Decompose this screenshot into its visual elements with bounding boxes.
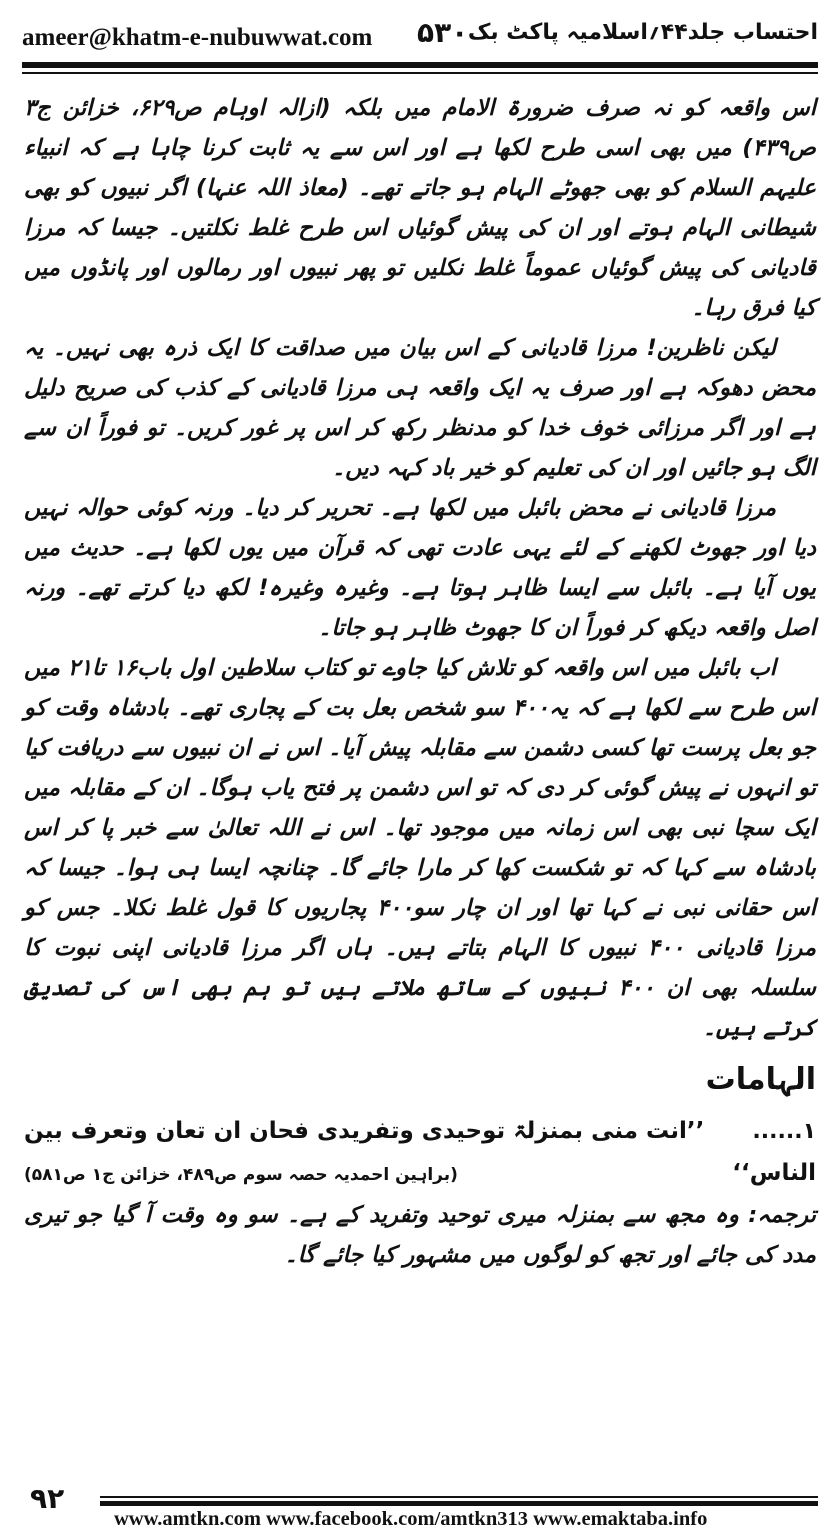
footer-links[interactable]: www.amtkn.com www.facebook.com/amtkn313 www.emaktaba.info	[114, 1508, 708, 1530]
section-heading: الہامات	[705, 1062, 816, 1097]
paragraph-2: لیکن ناظرین! مرزا قادیانی کے اس بیان میں صداقت کا ایک ذرہ بھی نہیں۔ یہ محض دھوکہ ہے اور صرف یہ ایک واقعہ ہی مرزا قادیانی کے کذب کی صریح دلیل ہے اور اگر مرزائی خوف خدا کو مدنظر رکھ کر اس پر غور کریں۔ تو فوراً ان سے الگ ہو جائیں اور ان کی تعلیم کو خیر باد کہہ دیں۔	[24, 335, 816, 481]
paragraph-4: اب بائبل میں اس واقعہ کو تلاش کیا جاوے تو کتاب سلاطین اول باب۱۶ تا۲۱ میں اس طرح سے لکھا ہے کہ یہ۴۰۰ سو شخص بعل بت کے پجاری تھے۔ بادشاہ وقت کو جو بعل پرست تھا کسی دشمن سے مقابلہ پیش آیا۔ اس نے ان نبیوں سے دریافت کیا تو انہوں نے پیش گوئی کر دی کہ تو اس دشمن پر فتح یاب ہوگا۔ ان کے مقابلہ میں ایک سچا نبی بھی اس زمانہ میں موجود تھا۔ اس نے اللہ تعالیٰ سے خبر پا کر اس بادشاہ سے کہا کہ تو شکست کھا کر مارا جائے گا۔ چنانچہ ایسا ہی ہوا۔ جیسا کہ اس حقانی نبی نے کہا تھا اور ان چار سو۴۰۰ پجاریوں کا قول غلط نکلا۔ جس کو مرزا قادیانی ۴۰۰ نبیوں کا الہام بتاتے ہیں۔ ہاں اگر مرزا قادیانی اپنی نبوت کا سلسلہ بھی ان ۴۰۰ نبیوں کے ساتھ ملاتے ہیں تو ہم بھی اس کی تصدیق کرتے ہیں۔	[24, 655, 817, 1041]
page-header	[22, 10, 818, 62]
quote-reference: (براہین احمدیہ حصہ سوم ص۴۸۹، خزائن ج۱ ص۵۸۱)	[24, 1165, 458, 1185]
arabic-quote-line-1: ’’انت منی بمنزلۃ توحیدی وتفریدی فحان ان تعان وتعرف بین	[24, 1118, 705, 1144]
quote-line-2	[24, 1152, 816, 1195]
header-email: ameer@khatm-e-nubuwwat.com	[22, 24, 373, 51]
footer-rule-thick	[100, 1501, 818, 1506]
item-number: ۱......	[752, 1119, 816, 1144]
page-body	[24, 88, 816, 1275]
header-book-title: احتساب جلد۴۴؍اسلامیہ پاکٹ بک	[467, 20, 818, 45]
header-rule-thick	[22, 62, 818, 68]
translation-text: ترجمہ: وہ مجھ سے بمنزلہ میری توحید وتفرید کے ہے۔ سو وہ وقت آ گیا جو تیری مدد کی جائے اور تجھ کو لوگوں میں مشہور کیا جائے گا۔	[24, 1202, 816, 1268]
header-rule-thin	[22, 72, 818, 74]
quote-block	[24, 1110, 816, 1195]
header-page-number: ۵۳۰	[417, 16, 469, 49]
footer-rule-thin	[100, 1496, 818, 1498]
footer-page-number: ۹۲	[30, 1482, 65, 1515]
arabic-quote-line-2: الناس‘‘	[732, 1160, 816, 1186]
paragraph-3: مرزا قادیانی نے محض بائبل میں لکھا ہے۔ تحریر کر دیا۔ ورنہ کوئی حوالہ نہیں دیا اور جھوٹ لکھنے کے لئے یہی عادت تھی کہ قرآن میں یوں لکھا ہے۔ حدیث میں یوں آیا ہے۔ بائبل سے ایسا ظاہر ہوتا ہے۔ وغیرہ وغیرہ! لکھ دیا کرتے تھے۔ ورنہ اصل واقعہ دیکھ کر فوراً ان کا جھوٹ ظاہر ہو جاتا۔	[24, 495, 816, 641]
quote-line-1	[24, 1110, 816, 1152]
paragraph-1: اس واقعہ کو نہ صرف ضرورۃ الامام میں بلکہ (ازالہ اوہام ص۶۲۹، خزائن ج۳ ص۴۳۹) میں بھی اسی طرح لکھا ہے اور اس سے یہ ثابت کرنا چاہا ہے کہ انبیاء علیہم السلام کو بھی جھوٹے الہام ہو جاتے تھے۔ (معاذ اللہ عنہا) اگر نبیوں کو بھی شیطانی الہام ہوتے اور ان کی پیش گوئیاں اس طرح غلط نکلتیں۔ جیسا کہ مرزا قادیانی کی پیش گوئیاں عموماً غلط نکلیں تو پھر نبیوں اور رمالوں اور پانڈوں میں کیا فرق رہا۔	[24, 95, 816, 321]
page-footer	[22, 1482, 818, 1532]
